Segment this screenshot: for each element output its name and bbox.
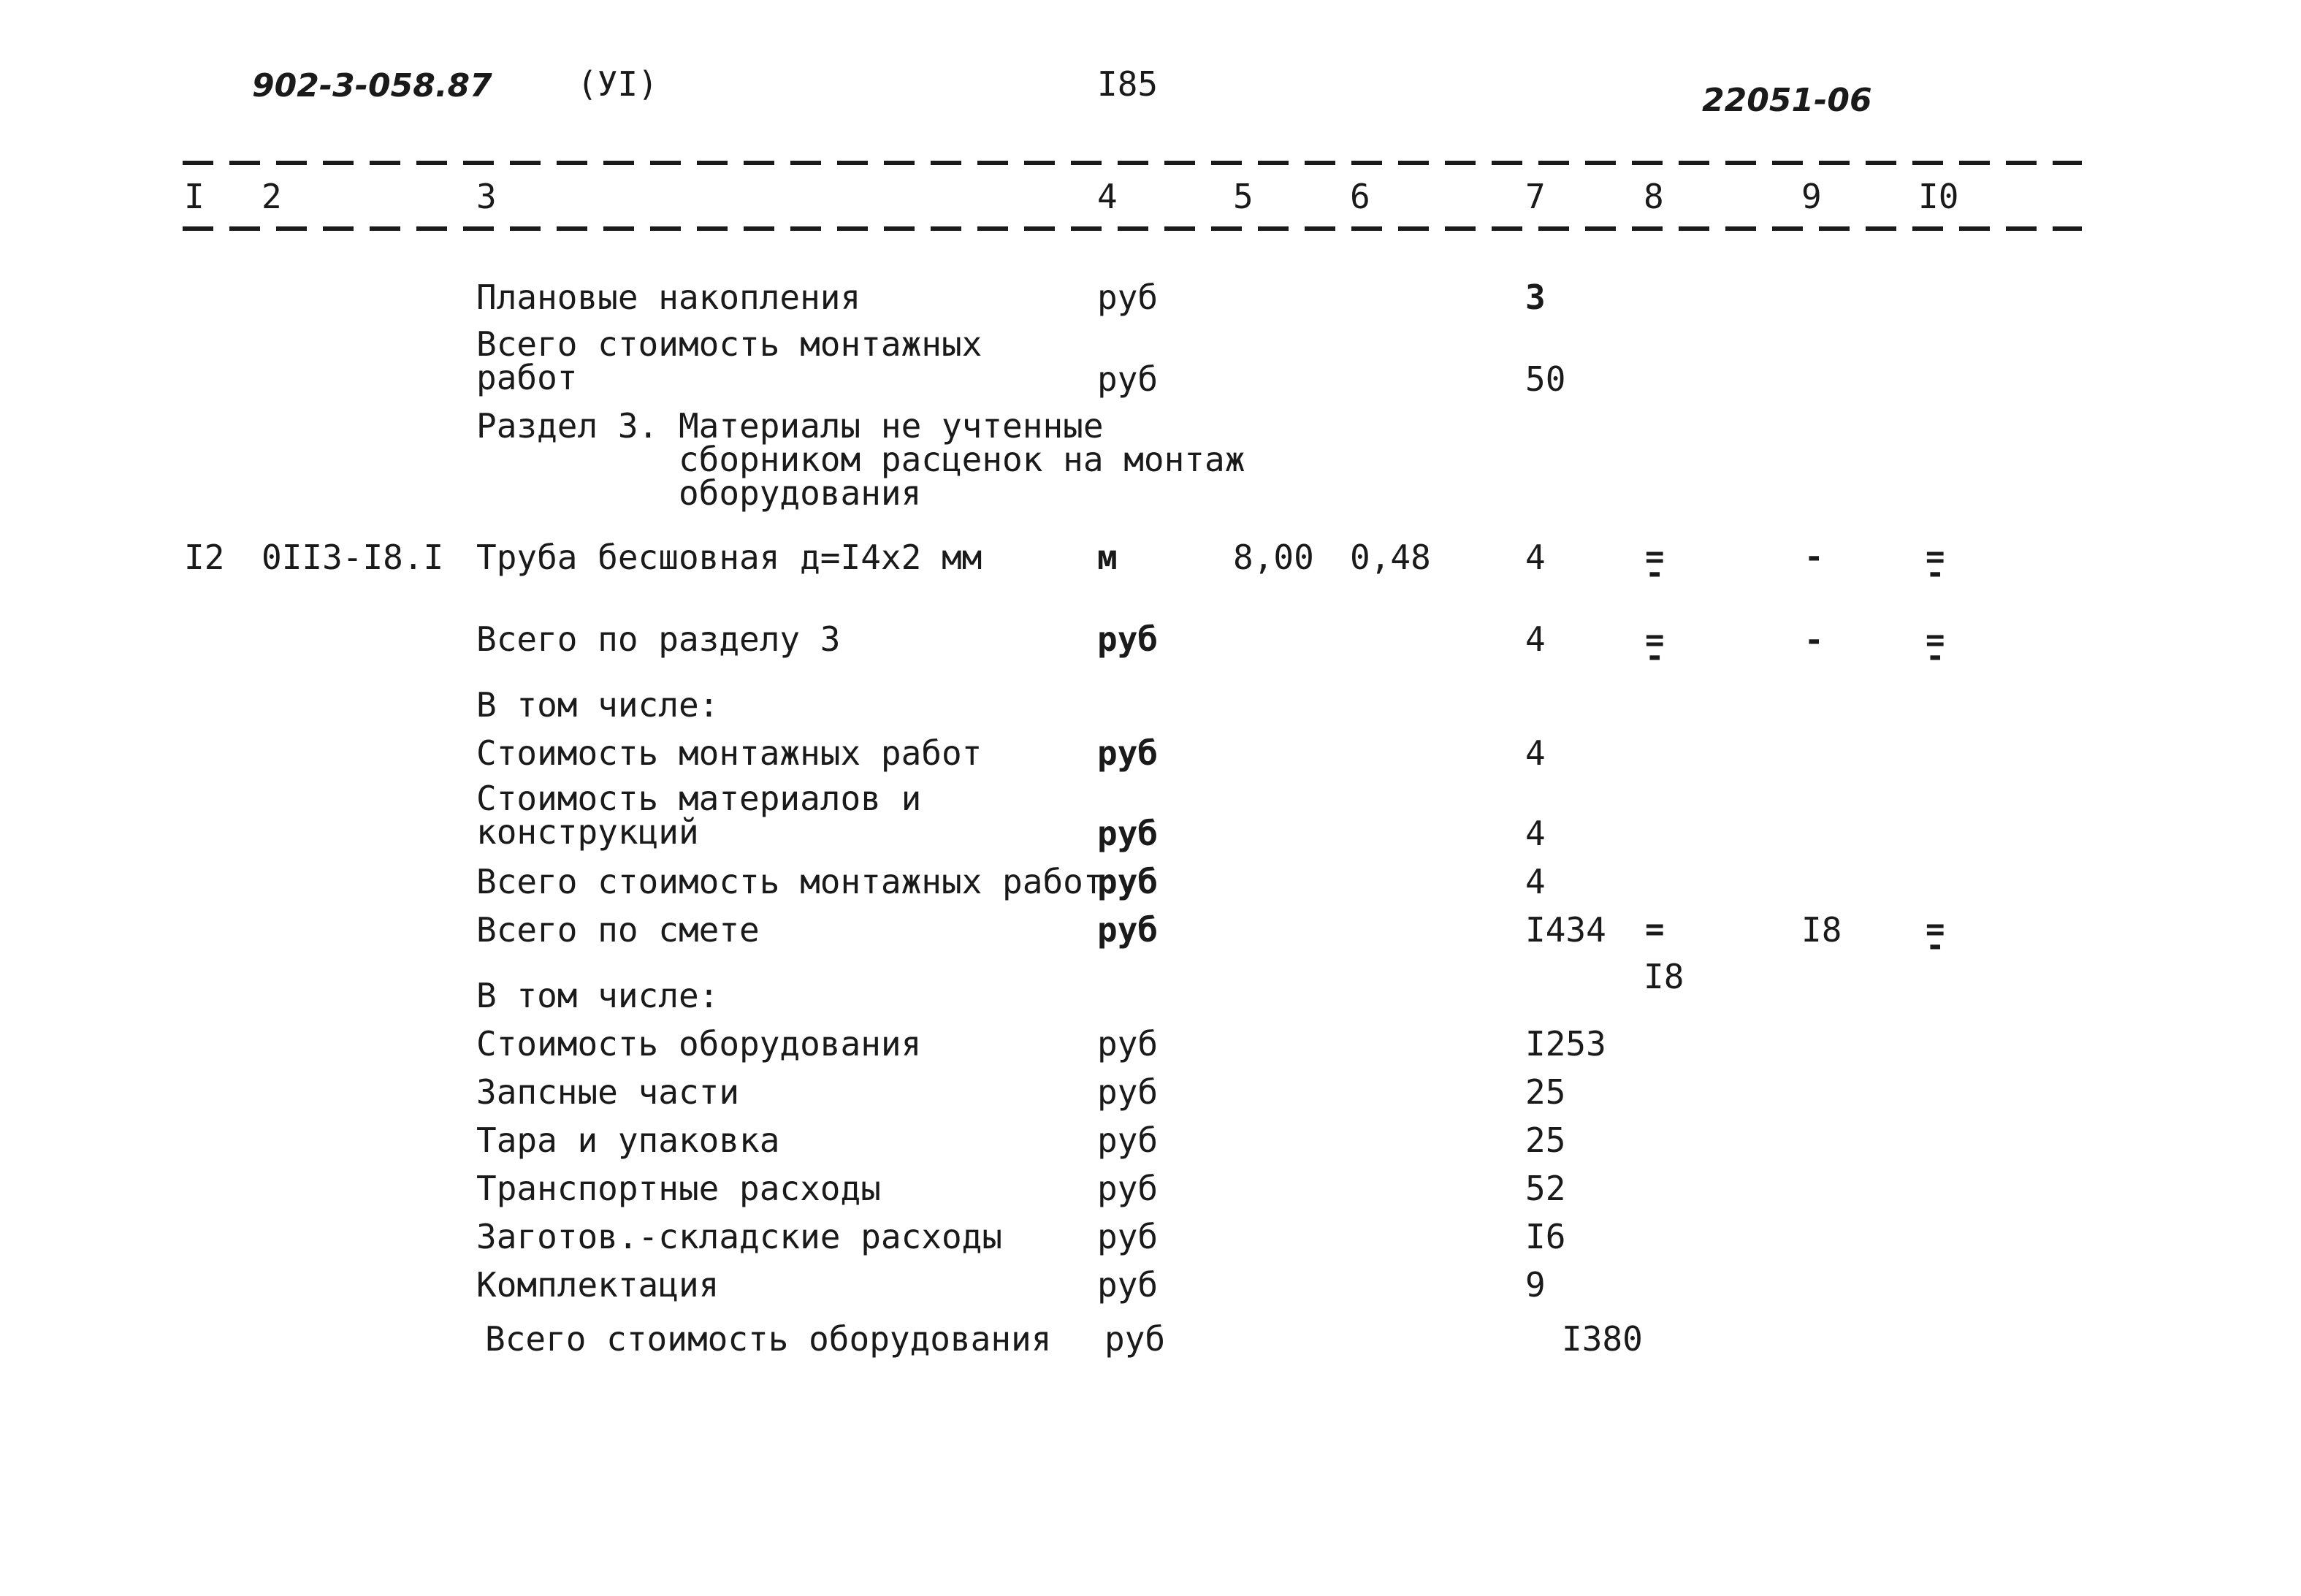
row-materials-cost-unit: руб xyxy=(1097,814,1159,853)
row-packaging-unit: руб xyxy=(1097,1120,1159,1160)
archive-stamp: 22051-06 xyxy=(1702,82,1872,119)
row-pipe-col9-mark: - xyxy=(1804,538,1824,576)
row-pipe-value: 4 xyxy=(1525,538,1546,577)
row-pipe-price: 0,48 xyxy=(1350,538,1431,577)
including-label-2: В том числе: xyxy=(476,976,720,1015)
row-warehouse-value: I6 xyxy=(1525,1217,1566,1256)
row-spare-parts-unit: руб xyxy=(1097,1072,1159,1112)
col-header-2: 2 xyxy=(262,177,282,216)
row-pipe-code: 0II3-I8.I xyxy=(262,538,444,577)
col-header-10: I0 xyxy=(1918,177,1959,216)
row-warehouse-text: Заготов.-складские расходы xyxy=(476,1217,1003,1256)
row-materials-cost-text: Стоимость материалов и конструкций xyxy=(476,779,922,852)
row-pipe-col8-mark: = - xyxy=(1645,538,1665,592)
row-transport-text: Транспортные расходы xyxy=(476,1169,881,1208)
row-section3-total-col9-mark: - xyxy=(1804,622,1824,659)
col-header-1: I xyxy=(184,177,205,216)
row-estimate-total-col8-mark: = xyxy=(1645,911,1665,948)
row-transport-unit: руб xyxy=(1097,1169,1159,1208)
row-total-install-1-text: Всего стоимость монтажных работ xyxy=(476,324,982,397)
row-packaging-value: 25 xyxy=(1525,1120,1566,1160)
row-completion-unit: руб xyxy=(1097,1265,1159,1305)
row-completion-text: Комплектация xyxy=(476,1265,720,1305)
row-equipment-cost-unit: руб xyxy=(1097,1024,1159,1064)
table-header-rule xyxy=(183,226,2082,231)
col-header-9: 9 xyxy=(1801,177,1822,216)
row-estimate-total-col8: I8 xyxy=(1644,957,1684,996)
row-install-cost-value: 4 xyxy=(1525,733,1546,773)
col-header-8: 8 xyxy=(1644,177,1664,216)
row-equipment-total-text: Всего стоимость оборудования xyxy=(485,1319,1052,1359)
col-header-3: 3 xyxy=(476,177,497,216)
row-estimate-total-text: Всего по смете xyxy=(476,910,760,950)
row-estimate-total-unit: руб xyxy=(1097,910,1159,950)
row-install-cost-text: Стоимость монтажных работ xyxy=(476,733,982,773)
including-label-1: В том числе: xyxy=(476,685,720,725)
row-equipment-total-unit: руб xyxy=(1104,1319,1166,1359)
row-materials-cost-value: 4 xyxy=(1525,814,1546,853)
row-pipe-unit: м xyxy=(1097,538,1118,577)
row-planned-savings-text: Плановые накопления xyxy=(476,278,861,317)
col-header-6: 6 xyxy=(1350,177,1370,216)
col-header-7: 7 xyxy=(1525,177,1546,216)
row-pipe-col10-mark: = - xyxy=(1926,538,1945,592)
row-section3-total-unit: руб xyxy=(1097,619,1159,659)
volume-label: (УI) xyxy=(577,64,658,104)
row-planned-savings-value: 3 xyxy=(1525,278,1546,317)
page-number: I85 xyxy=(1097,64,1159,104)
row-equipment-cost-value: I253 xyxy=(1525,1024,1606,1064)
row-planned-savings-unit: руб xyxy=(1097,278,1159,317)
row-equipment-total-value: I380 xyxy=(1562,1319,1643,1359)
col-header-4: 4 xyxy=(1097,177,1118,216)
table-top-rule xyxy=(183,161,2082,165)
row-section3-total-value: 4 xyxy=(1525,619,1546,659)
row-pipe-number: I2 xyxy=(184,538,225,577)
row-equipment-cost-text: Стоимость оборудования xyxy=(476,1024,922,1064)
row-estimate-total-col9: I8 xyxy=(1801,910,1842,950)
col-header-5: 5 xyxy=(1233,177,1253,216)
row-pipe-qty: 8,00 xyxy=(1233,538,1314,577)
row-pipe-text: Труба бесшовная д=I4х2 мм xyxy=(476,538,982,577)
row-total-install-2-value: 4 xyxy=(1525,862,1546,901)
row-estimate-total-col10-mark: = - xyxy=(1926,911,1945,964)
section-3-heading: Раздел 3. Материалы не учтенные сборником расценок на монтаж оборудования xyxy=(476,406,1245,513)
row-estimate-total-value: I434 xyxy=(1525,910,1606,950)
row-total-install-1-value: 50 xyxy=(1525,359,1566,399)
row-section3-total-col8-mark: = - xyxy=(1645,622,1665,675)
row-section3-total-col10-mark: = - xyxy=(1926,622,1945,675)
document-code: 902-3-058.87 xyxy=(252,67,492,104)
row-packaging-text: Тара и упаковка xyxy=(476,1120,780,1160)
row-spare-parts-value: 25 xyxy=(1525,1072,1566,1112)
row-transport-value: 52 xyxy=(1525,1169,1566,1208)
row-warehouse-unit: руб xyxy=(1097,1217,1159,1256)
row-total-install-2-text: Всего стоимость монтажных работ xyxy=(476,862,1104,901)
row-install-cost-unit: руб xyxy=(1097,733,1159,773)
row-total-install-2-unit: руб xyxy=(1097,862,1159,901)
row-spare-parts-text: Запсные части xyxy=(476,1072,740,1112)
row-total-install-1-unit: руб xyxy=(1097,359,1159,399)
row-section3-total-text: Всего по разделу 3 xyxy=(476,619,841,659)
row-completion-value: 9 xyxy=(1525,1265,1546,1305)
